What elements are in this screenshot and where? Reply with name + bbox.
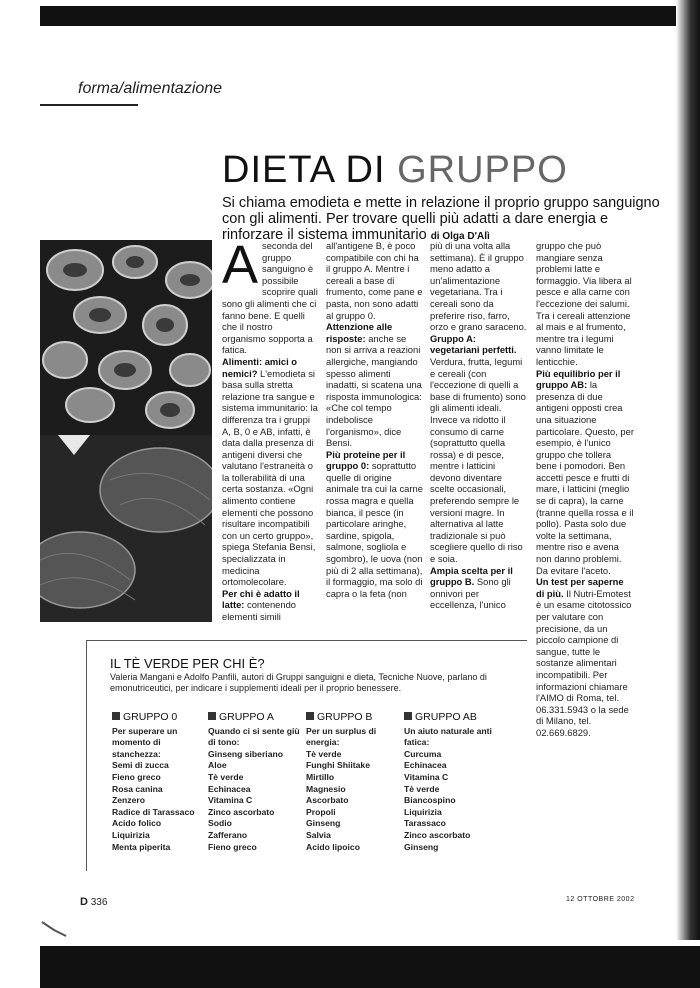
list-item: Salvia bbox=[306, 829, 331, 840]
list-item: Vitamina C bbox=[208, 795, 253, 806]
list-item: Tè verde bbox=[404, 783, 440, 794]
article-column-2 bbox=[326, 240, 424, 599]
title-part-light: GRUPPO bbox=[397, 149, 568, 191]
group-ab-list bbox=[404, 712, 496, 853]
paragraph-antigene: all'antigene B, è poco compatibile con chi ha il gruppo A. Mentre i cereali a base di frumento, come pane e pasta, non sono adatti al gruppo 0. bbox=[326, 240, 423, 321]
list-item: Tè verde bbox=[306, 748, 342, 759]
section-divider bbox=[40, 104, 138, 106]
list-item: Biancospino bbox=[404, 795, 456, 806]
list-item: Ginseng bbox=[404, 841, 439, 852]
list-item: Tè verde bbox=[208, 771, 244, 782]
paragraph-test: Il Nutri-Emotest è un esame citotossico per valutare con precisione, da un piccolo campione di sangue, tutte le sostanze alimentari incompatibili. Per informazioni chiamare l'AIMO di Roma, tel. 06.331.5943 o la sede di Milano, tel. 02.669.6829. bbox=[536, 587, 632, 738]
byline: di Olga D'Alì bbox=[430, 231, 490, 242]
magazine-letter: D bbox=[80, 896, 88, 908]
subhead-test: Un test per saperne di più. bbox=[536, 576, 624, 599]
group-name: GRUPPO B bbox=[317, 711, 373, 723]
article-title bbox=[222, 150, 568, 190]
group-b-header bbox=[306, 712, 398, 724]
list-item: Propoli bbox=[306, 806, 336, 817]
box-title: IL TÈ VERDE PER CHI È? bbox=[110, 656, 265, 671]
list-item: Rosa canina bbox=[112, 783, 163, 794]
list-item: Ginseng bbox=[306, 818, 341, 829]
paragraph-gruppo-a: Verdura, frutta, legumi e cereali (con l'eccezione di quelli a base di frumento) sono gli alimenti ideali. Invece va ridotto il consumo di carne (soprattutto quella rossa) e di pesce, mentre i latticini devono diventare scelte occasionali, preferendo sempre le versioni magre. In alternativa al latte tradizionale si può scegliere quello di riso e soia. bbox=[430, 355, 526, 565]
list-item: Radice di Tarassaco bbox=[112, 806, 195, 817]
list-item: Fieno greco bbox=[208, 841, 257, 852]
subhead-gruppo-0: Più proteine per il gruppo 0: bbox=[326, 448, 406, 472]
title-part-dark: DIETA DI bbox=[222, 149, 398, 191]
list-item: Tarassaco bbox=[404, 818, 446, 829]
paragraph-alimenti: L'emodieta si basa sulla stretta relazione tra sangue e sistema immunitario: la differenza tra i gruppi A, B, 0 e AB, infatti, è data dalla presenza di antigeni diversi che valutano l'estraneità o la tollerabilità di una certa sostanza. «Ogni alimento contiene elementi che possono risultare incompatibili con un certo gruppo», spiega Stefania Bensi, specializzata in medicina ortomolecolare. bbox=[222, 367, 318, 588]
group-a-header bbox=[208, 712, 300, 724]
group-name: GRUPPO A bbox=[219, 711, 274, 723]
square-bullet-icon bbox=[112, 712, 120, 720]
scan-border-right bbox=[676, 0, 700, 988]
square-bullet-icon bbox=[208, 712, 216, 720]
box-intro: Valeria Mangani e Adolfo Panfili, autori di Gruppi sanguigni e dieta, Tecniche Nuove, parlano di emonutriceutici, per indicare i supplementi ideali per il proprio benessere. bbox=[110, 672, 487, 693]
subtitle-text: Si chiama emodieta e mette in relazione il proprio gruppo sanguigno con gli alimenti. Per trovare quelli più adatti a dare energia e rinforzare il sistema immunitario bbox=[222, 195, 660, 243]
page-number: 336 bbox=[90, 897, 108, 908]
group-0-list bbox=[112, 712, 204, 853]
list-item: Fieno greco bbox=[112, 771, 161, 782]
subhead-gruppo-a: Gruppo A: vegetariani perfetti. bbox=[430, 332, 517, 356]
subhead-gruppo-ab: Più equilibrio per il gruppo AB: bbox=[536, 367, 621, 391]
list-item: Liquirizia bbox=[404, 806, 442, 817]
paragraph-attenzione: anche se non si arriva a reazioni allergiche, mangiando spesso alimenti inadatti, si scatena una risposta immunologica: «Che col tempo indebolisce l'organismo», dice Bensi. bbox=[326, 332, 422, 449]
list-item: Acido lipoico bbox=[306, 841, 360, 852]
scan-border-bottom bbox=[0, 940, 700, 988]
list-item: Curcuma bbox=[404, 748, 442, 759]
list-item: Zenzero bbox=[112, 795, 145, 806]
subhead-alimenti: Alimenti: amici o nemici? bbox=[222, 355, 298, 379]
page-folio bbox=[80, 896, 107, 908]
paragraph-gruppo-ab: la presenza di due antigeni opposti crea una situazione particolare. Questo, per esempio, è l'unico gruppo che tollera bene i pomodori. Ben accetti pesce e frutti di mare, i latticini (meglio se di capra), la carne (tranne quella rossa e il pollo). Pasta solo due volte la settimana, mentre riso e avena non danno problemi. Da evitare l'aceto. bbox=[536, 379, 634, 576]
group-name: GRUPPO 0 bbox=[123, 711, 178, 723]
paragraph-latte: contenendo elementi simili bbox=[222, 599, 297, 622]
article-column-3 bbox=[430, 240, 528, 611]
list-item: Aloe bbox=[208, 760, 227, 771]
list-item: Ascorbato bbox=[306, 795, 349, 806]
group-a-list bbox=[208, 712, 300, 853]
list-item: Ginseng siberiano bbox=[208, 748, 283, 759]
blood-cells-photo bbox=[40, 240, 212, 622]
article-lead: seconda del gruppo sanguigno è possibile scoprire quali sono gli alimenti che ci fanno bene. E quelli che il nostro organismo sopporta a fatica. bbox=[222, 240, 318, 356]
article-column-1 bbox=[222, 235, 318, 623]
list-item: Mirtillo bbox=[306, 771, 335, 782]
group-b-list bbox=[306, 712, 398, 853]
scan-dark-band bbox=[40, 946, 700, 988]
article-subtitle bbox=[222, 195, 662, 245]
paragraph-gruppo-b: Sono gli onnivori per eccellenza, l'unico bbox=[430, 576, 511, 611]
paragraph-settimana: più di una volta alla settimana). È il gruppo meno adatto a un'alimentazione vegetariana. Tra i cereali sono da preferire riso, farro, orzo e grano saraceno. bbox=[430, 240, 527, 333]
list-item: Liquirizia bbox=[112, 829, 150, 840]
list-item: Zinco ascorbato bbox=[404, 829, 471, 840]
drop-cap: A bbox=[222, 235, 259, 295]
blood-cells-illustration bbox=[40, 240, 212, 622]
list-item: Sodio bbox=[208, 818, 232, 829]
list-item: Echinacea bbox=[404, 760, 447, 771]
list-item: Acido folico bbox=[112, 818, 162, 829]
section-label: forma/alimentazione bbox=[78, 80, 223, 97]
group-subtitle: Per un surplus di energia: bbox=[306, 725, 377, 748]
paragraph-onnivori: gruppo che può mangiare senza problemi latte e formaggio. Via libera al pesce e alla carne con l'eccezione dei salumi. Tra i cereali attenzione al mais e al frumento, mentre tra i legumi vanno limitate le lenticchie. bbox=[536, 240, 632, 367]
subhead-latte: Per chi è adatto il latte: bbox=[222, 587, 300, 611]
list-item: Menta piperita bbox=[112, 841, 171, 852]
article-column-4 bbox=[536, 240, 634, 739]
group-subtitle: Per superare un momento di stanchezza: bbox=[112, 725, 178, 759]
issue-date: 12 OTTOBRE 2002 bbox=[566, 896, 635, 903]
group-0-header bbox=[112, 712, 204, 724]
scan-corner-mark-icon bbox=[40, 920, 70, 938]
square-bullet-icon bbox=[404, 712, 412, 720]
list-item: Semi di zucca bbox=[112, 760, 169, 771]
list-item: Vitamina C bbox=[404, 771, 449, 782]
list-item: Zinco ascorbato bbox=[208, 806, 275, 817]
group-subtitle: Quando ci si sente giù di tono: bbox=[208, 725, 300, 748]
paragraph-gruppo-0: soprattutto quelle di origine animale tra cui la carne rossa magra e quella bianca, il pesce (in particolare aringhe, sardine, spigola, salmone, sogliola e sgombro), le uova (non più di 2 alla settimana), il formaggio, ma solo di capra o la feta (non bbox=[326, 460, 423, 599]
list-item: Magnesio bbox=[306, 783, 346, 794]
group-name: GRUPPO AB bbox=[415, 711, 477, 723]
subhead-attenzione: Attenzione alle risposte: bbox=[326, 321, 393, 344]
group-ab-header bbox=[404, 712, 496, 724]
list-item: Echinacea bbox=[208, 783, 251, 794]
list-item: Funghi Shiitake bbox=[306, 760, 370, 771]
square-bullet-icon bbox=[306, 712, 314, 720]
group-subtitle: Un aiuto naturale anti fatica: bbox=[404, 725, 492, 748]
list-item: Zafferano bbox=[208, 829, 248, 840]
subhead-gruppo-b: Ampia scelta per il gruppo B. bbox=[430, 564, 513, 588]
